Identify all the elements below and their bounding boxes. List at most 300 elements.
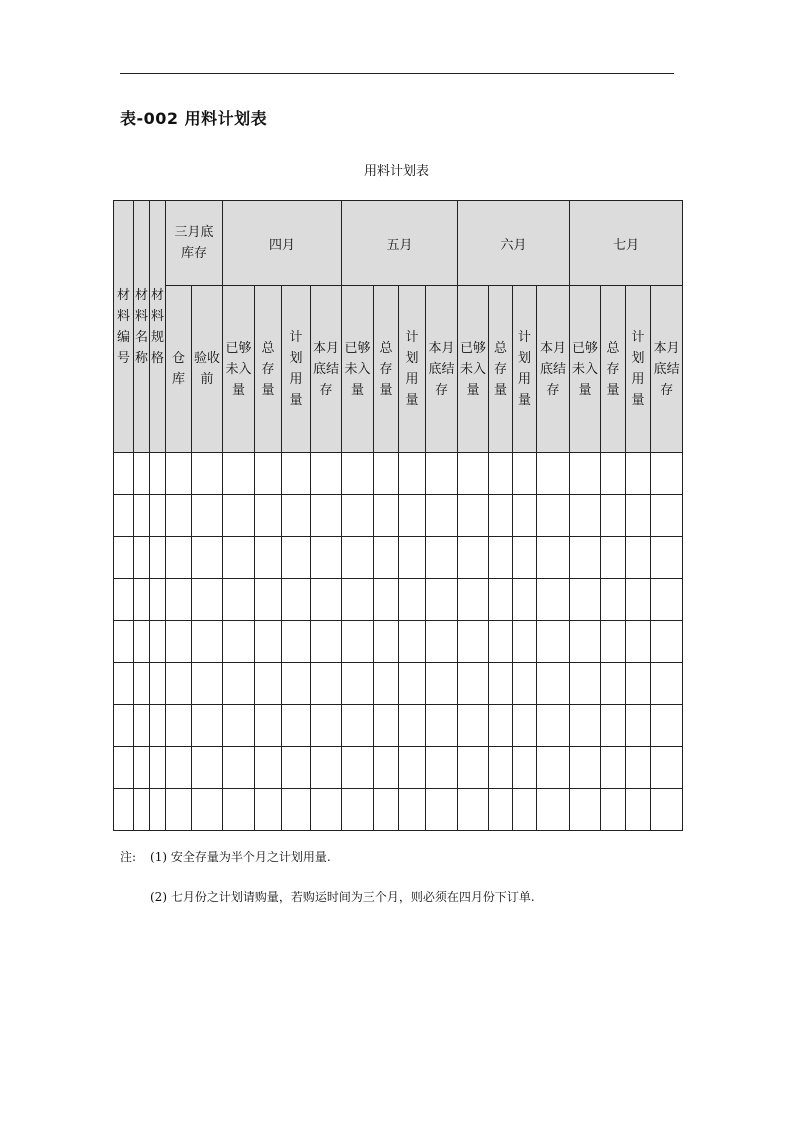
table-cell[interactable] <box>114 621 134 663</box>
table-cell[interactable] <box>601 537 626 579</box>
table-cell[interactable] <box>601 453 626 495</box>
table-row <box>114 537 683 579</box>
table-cell[interactable] <box>255 579 282 621</box>
header-text-line: 底结 <box>653 361 680 377</box>
note-2 <box>150 888 535 905</box>
header-material-spec <box>150 201 166 453</box>
note-text-1: (1) 安全存量为半个月之计划用量. <box>150 850 331 864</box>
header-text-line: 量 <box>351 382 365 398</box>
table-cell[interactable] <box>399 495 426 537</box>
table-cell[interactable] <box>223 453 255 495</box>
table-cell[interactable] <box>114 453 134 495</box>
table-row <box>114 621 683 663</box>
header-text-line: 材 <box>116 287 130 303</box>
table-cell[interactable] <box>626 621 651 663</box>
header-text-line: 称 <box>134 350 148 366</box>
table-cell[interactable] <box>255 537 282 579</box>
table-cell[interactable] <box>255 621 282 663</box>
table-cell[interactable] <box>282 747 311 789</box>
header-text-line: 三月底 <box>174 225 214 240</box>
table-cell[interactable] <box>166 663 192 705</box>
table-cell[interactable] <box>282 453 311 495</box>
header-warehouse <box>166 286 192 453</box>
table-cell[interactable] <box>626 453 651 495</box>
header-text-line: 划 <box>518 351 532 366</box>
table-cell[interactable] <box>570 621 601 663</box>
table-cell[interactable] <box>192 579 223 621</box>
table-cell[interactable] <box>166 621 192 663</box>
table-cell[interactable] <box>489 789 513 831</box>
table-cell[interactable] <box>282 663 311 705</box>
table-cell[interactable] <box>166 747 192 789</box>
header-text-line: 本月 <box>428 340 455 356</box>
header-text-line: 用 <box>631 372 645 387</box>
header-text-line: 存 <box>261 361 275 377</box>
header-text-line: 量 <box>578 382 592 398</box>
table-cell[interactable] <box>166 453 192 495</box>
header-material-name <box>134 201 150 453</box>
table-cell[interactable] <box>426 495 458 537</box>
table-cell[interactable] <box>282 621 311 663</box>
header-text-line: 存 <box>660 382 674 398</box>
header-text-line: 用 <box>289 372 303 387</box>
table-cell[interactable] <box>570 663 601 705</box>
table-cell[interactable] <box>651 537 683 579</box>
table-cell[interactable] <box>626 579 651 621</box>
table-cell[interactable] <box>282 537 311 579</box>
table-cell[interactable] <box>570 453 601 495</box>
header-text-line: 划 <box>289 351 303 366</box>
table-cell[interactable] <box>399 789 426 831</box>
table-cell[interactable] <box>513 495 537 537</box>
header-text-line: 划 <box>631 351 645 366</box>
table-cell[interactable] <box>342 537 374 579</box>
table-cell[interactable] <box>255 663 282 705</box>
table-cell[interactable] <box>255 747 282 789</box>
header-march-stock <box>166 201 223 286</box>
table-cell[interactable] <box>342 579 374 621</box>
table-cell[interactable] <box>537 663 570 705</box>
table-cell[interactable] <box>489 453 513 495</box>
table-cell[interactable] <box>651 747 683 789</box>
table-cell[interactable] <box>374 747 399 789</box>
table-cell[interactable] <box>192 495 223 537</box>
header-text-line: 存 <box>606 361 620 377</box>
table-cell[interactable] <box>223 621 255 663</box>
table-cell[interactable] <box>134 747 150 789</box>
table-cell[interactable] <box>114 537 134 579</box>
table-cell[interactable] <box>150 789 166 831</box>
table-cell[interactable] <box>342 495 374 537</box>
table-cell[interactable] <box>513 579 537 621</box>
table-cell[interactable] <box>311 495 342 537</box>
header-month-may: 五月 <box>342 201 458 286</box>
table-cell[interactable] <box>651 789 683 831</box>
table-cell[interactable] <box>223 495 255 537</box>
table-cell[interactable] <box>134 579 150 621</box>
top-rule <box>120 73 674 74</box>
table-cell[interactable] <box>651 579 683 621</box>
table-cell[interactable] <box>426 453 458 495</box>
header-total-stock-3 <box>489 286 513 453</box>
table-cell[interactable] <box>570 495 601 537</box>
header-text-line: 未入 <box>344 361 371 377</box>
table-cell[interactable] <box>601 747 626 789</box>
header-text-line: 存 <box>546 382 560 398</box>
table-cell[interactable] <box>458 579 489 621</box>
table-cell[interactable] <box>282 579 311 621</box>
table-cell[interactable] <box>166 789 192 831</box>
table-cell[interactable] <box>255 495 282 537</box>
header-text-line: 计 <box>518 330 532 345</box>
table-cell[interactable] <box>255 705 282 747</box>
table-cell[interactable] <box>192 537 223 579</box>
table-cell[interactable] <box>489 495 513 537</box>
table-cell[interactable] <box>601 705 626 747</box>
table-cell[interactable] <box>342 663 374 705</box>
header-text-line: 底结 <box>540 361 567 377</box>
header-material-code <box>114 201 134 453</box>
table-cell[interactable] <box>134 663 150 705</box>
header-month-end-balance-2 <box>426 286 458 453</box>
table-cell[interactable] <box>489 663 513 705</box>
table-cell[interactable] <box>223 579 255 621</box>
table-cell[interactable] <box>651 495 683 537</box>
table-cell[interactable] <box>342 621 374 663</box>
document-title: 表-002 用料计划表 <box>120 109 268 128</box>
header-text-line: 仓 <box>171 351 185 366</box>
header-month-june: 六月 <box>458 201 570 286</box>
table-cell[interactable] <box>537 621 570 663</box>
header-received-not-stored-3 <box>458 286 489 453</box>
table-cell[interactable] <box>150 537 166 579</box>
table-cell[interactable] <box>223 705 255 747</box>
table-row <box>114 663 683 705</box>
header-text-line: 验收 <box>194 351 221 366</box>
header-text-line: 规 <box>150 329 164 345</box>
header-text-line: 未入 <box>460 361 487 377</box>
table-cell[interactable] <box>570 789 601 831</box>
table-cell[interactable] <box>374 495 399 537</box>
table-cell[interactable] <box>626 789 651 831</box>
table-cell[interactable] <box>426 747 458 789</box>
table-cell[interactable] <box>399 537 426 579</box>
table-cell[interactable] <box>458 453 489 495</box>
table-cell[interactable] <box>311 621 342 663</box>
table-cell[interactable] <box>537 747 570 789</box>
table-cell[interactable] <box>537 537 570 579</box>
header-text-line: 底结 <box>313 361 340 377</box>
header-before-inspection <box>192 286 223 453</box>
table-cell[interactable] <box>114 495 134 537</box>
header-text-line: 未入 <box>572 361 599 377</box>
table-cell[interactable] <box>192 789 223 831</box>
table-cell[interactable] <box>570 537 601 579</box>
table-cell[interactable] <box>513 705 537 747</box>
table-cell[interactable] <box>458 495 489 537</box>
table-cell[interactable] <box>489 537 513 579</box>
table-cell[interactable] <box>570 747 601 789</box>
header-text-line: 料 <box>134 308 148 324</box>
table-cell[interactable] <box>374 537 399 579</box>
table-cell[interactable] <box>651 621 683 663</box>
header-text-line: 本月 <box>540 340 567 356</box>
table-cell[interactable] <box>342 789 374 831</box>
table-cell[interactable] <box>255 453 282 495</box>
table-cell[interactable] <box>166 705 192 747</box>
table-cell[interactable] <box>537 789 570 831</box>
header-planned-usage-3 <box>513 286 537 453</box>
table-cell[interactable] <box>150 663 166 705</box>
table-cell[interactable] <box>374 621 399 663</box>
table-cell[interactable] <box>374 453 399 495</box>
header-text-line: 量 <box>518 393 532 408</box>
table-cell[interactable] <box>282 495 311 537</box>
table-cell[interactable] <box>311 789 342 831</box>
table-cell[interactable] <box>513 789 537 831</box>
header-text-line: 计 <box>631 330 645 345</box>
table-cell[interactable] <box>513 453 537 495</box>
table-cell[interactable] <box>223 663 255 705</box>
table-cell[interactable] <box>426 705 458 747</box>
table-cell[interactable] <box>489 747 513 789</box>
header-text-line: 号 <box>116 350 130 366</box>
header-text-line: 总 <box>261 340 275 356</box>
table-cell[interactable] <box>114 705 134 747</box>
table-cell[interactable] <box>114 747 134 789</box>
header-text-line: 总 <box>606 340 620 356</box>
header-text-line: 量 <box>631 393 645 408</box>
table-cell[interactable] <box>223 537 255 579</box>
table-cell[interactable] <box>114 789 134 831</box>
header-text-line: 已够 <box>344 340 371 356</box>
header-text-line: 料 <box>150 308 164 324</box>
header-text-line: 库 <box>171 372 185 387</box>
table-cell[interactable] <box>282 789 311 831</box>
table-cell[interactable] <box>342 453 374 495</box>
table-cell[interactable] <box>513 663 537 705</box>
header-text-line: 划 <box>405 351 419 366</box>
table-caption: 用料计划表 <box>363 164 429 179</box>
table-cell[interactable] <box>601 579 626 621</box>
table-cell[interactable] <box>192 747 223 789</box>
table-cell[interactable] <box>513 537 537 579</box>
note-text-2: (2) 七月份之计划请购量，若购运时间为三个月，则必须在四月份下订单. <box>150 890 535 904</box>
table-cell[interactable] <box>166 579 192 621</box>
table-cell[interactable] <box>374 663 399 705</box>
header-planned-usage-2 <box>399 286 426 453</box>
table-cell[interactable] <box>458 747 489 789</box>
table-cell[interactable] <box>537 579 570 621</box>
header-text-line: 材 <box>150 287 164 303</box>
table-cell[interactable] <box>223 747 255 789</box>
header-text-line: 本月 <box>313 340 340 356</box>
header-month-end-balance-1 <box>311 286 342 453</box>
header-text-line: 前 <box>200 372 214 387</box>
table-cell[interactable] <box>342 747 374 789</box>
table-cell[interactable] <box>134 495 150 537</box>
table-cell[interactable] <box>489 705 513 747</box>
table-cell[interactable] <box>426 579 458 621</box>
header-received-not-stored-1 <box>223 286 255 453</box>
table-cell[interactable] <box>150 705 166 747</box>
table-cell[interactable] <box>134 621 150 663</box>
header-text-line: 量 <box>289 393 303 408</box>
table-cell[interactable] <box>374 705 399 747</box>
table-row <box>114 705 683 747</box>
table-cell[interactable] <box>570 579 601 621</box>
table-cell[interactable] <box>458 705 489 747</box>
table-cell[interactable] <box>458 663 489 705</box>
table-cell[interactable] <box>192 663 223 705</box>
table-cell[interactable] <box>489 579 513 621</box>
table-cell[interactable] <box>311 579 342 621</box>
header-month-july: 七月 <box>570 201 683 286</box>
table-cell[interactable] <box>399 579 426 621</box>
table-cell[interactable] <box>601 495 626 537</box>
table-cell[interactable] <box>513 747 537 789</box>
header-received-not-stored-4 <box>570 286 601 453</box>
header-text-line: 存 <box>379 361 393 377</box>
table-cell[interactable] <box>311 663 342 705</box>
header-text-line: 量 <box>466 382 480 398</box>
table-cell[interactable] <box>374 579 399 621</box>
header-text-line: 料 <box>116 308 130 324</box>
table-cell[interactable] <box>282 705 311 747</box>
note-1 <box>120 848 331 865</box>
table-cell[interactable] <box>311 537 342 579</box>
table-cell[interactable] <box>601 789 626 831</box>
header-month-end-balance-3 <box>537 286 570 453</box>
table-cell[interactable] <box>626 663 651 705</box>
table-cell[interactable] <box>311 747 342 789</box>
table-cell[interactable] <box>651 453 683 495</box>
header-text-line: 已够 <box>572 340 599 356</box>
header-text-line: 计 <box>289 330 303 345</box>
table-cell[interactable] <box>192 453 223 495</box>
table-cell[interactable] <box>114 579 134 621</box>
table-cell[interactable] <box>255 789 282 831</box>
header-month-end-balance-4 <box>651 286 683 453</box>
table-cell[interactable] <box>150 495 166 537</box>
table-cell[interactable] <box>166 537 192 579</box>
table-cell[interactable] <box>311 453 342 495</box>
table-cell[interactable] <box>426 663 458 705</box>
header-text-line: 量 <box>379 382 393 398</box>
header-total-stock-2 <box>374 286 399 453</box>
header-text-line: 量 <box>232 382 246 398</box>
table-row <box>114 579 683 621</box>
header-text-line: 名 <box>134 329 148 345</box>
table-cell[interactable] <box>426 621 458 663</box>
table-cell[interactable] <box>150 453 166 495</box>
table-row <box>114 789 683 831</box>
table-cell[interactable] <box>134 705 150 747</box>
table-cell[interactable] <box>513 621 537 663</box>
header-text-line: 材 <box>134 287 148 303</box>
header-total-stock-4 <box>601 286 626 453</box>
table-cell[interactable] <box>311 705 342 747</box>
table-cell[interactable] <box>342 705 374 747</box>
table-cell[interactable] <box>399 453 426 495</box>
table-cell[interactable] <box>150 747 166 789</box>
table-cell[interactable] <box>426 537 458 579</box>
table-row <box>114 747 683 789</box>
table-row <box>114 495 683 537</box>
table-cell[interactable] <box>399 747 426 789</box>
table-cell[interactable] <box>626 705 651 747</box>
header-text-line: 本月 <box>653 340 680 356</box>
table-cell[interactable] <box>458 621 489 663</box>
table-cell[interactable] <box>399 621 426 663</box>
table-cell[interactable] <box>537 495 570 537</box>
header-text-line: 总 <box>379 340 393 356</box>
table-cell[interactable] <box>114 663 134 705</box>
table-cell[interactable] <box>601 663 626 705</box>
table-cell[interactable] <box>150 621 166 663</box>
header-text-line: 量 <box>261 382 275 398</box>
header-text-line: 已够 <box>460 340 487 356</box>
header-planned-usage-4 <box>626 286 651 453</box>
header-text-line: 存 <box>319 382 333 398</box>
table-cell[interactable] <box>399 663 426 705</box>
table-cell[interactable] <box>626 747 651 789</box>
table-cell[interactable] <box>601 621 626 663</box>
table-cell[interactable] <box>458 537 489 579</box>
table-cell[interactable] <box>651 705 683 747</box>
table-row <box>114 453 683 495</box>
header-text-line: 编 <box>116 329 130 345</box>
header-text-line: 量 <box>405 393 419 408</box>
table-cell[interactable] <box>426 789 458 831</box>
table-cell[interactable] <box>626 495 651 537</box>
header-month-april: 四月 <box>223 201 342 286</box>
header-text-line: 用 <box>518 372 532 387</box>
table-cell[interactable] <box>374 789 399 831</box>
table-cell[interactable] <box>537 705 570 747</box>
table-cell[interactable] <box>192 621 223 663</box>
header-text-line: 未入 <box>225 361 252 377</box>
table-cell[interactable] <box>166 495 192 537</box>
table-cell[interactable] <box>192 705 223 747</box>
table-cell[interactable] <box>399 705 426 747</box>
header-total-stock-1 <box>255 286 282 453</box>
table-cell[interactable] <box>626 537 651 579</box>
table-cell[interactable] <box>223 789 255 831</box>
header-text-line: 用 <box>405 372 419 387</box>
table-cell[interactable] <box>150 579 166 621</box>
note-label: 注: <box>120 850 137 864</box>
header-text-line: 存 <box>435 382 449 398</box>
header-text-line: 底结 <box>428 361 455 377</box>
header-text-line: 计 <box>405 330 419 345</box>
table-cell[interactable] <box>651 663 683 705</box>
header-planned-usage-1 <box>282 286 311 453</box>
header-text-line: 量 <box>606 382 620 398</box>
table-cell[interactable] <box>134 453 150 495</box>
header-received-not-stored-2 <box>342 286 374 453</box>
header-text-line: 格 <box>150 350 164 366</box>
header-text-line: 量 <box>494 382 508 398</box>
table-cell[interactable] <box>134 789 150 831</box>
header-text-line: 库存 <box>181 246 208 261</box>
table-cell[interactable] <box>489 621 513 663</box>
table-cell[interactable] <box>134 537 150 579</box>
table-cell[interactable] <box>537 453 570 495</box>
table-cell[interactable] <box>570 705 601 747</box>
table-cell[interactable] <box>458 789 489 831</box>
material-plan-table <box>113 200 683 831</box>
